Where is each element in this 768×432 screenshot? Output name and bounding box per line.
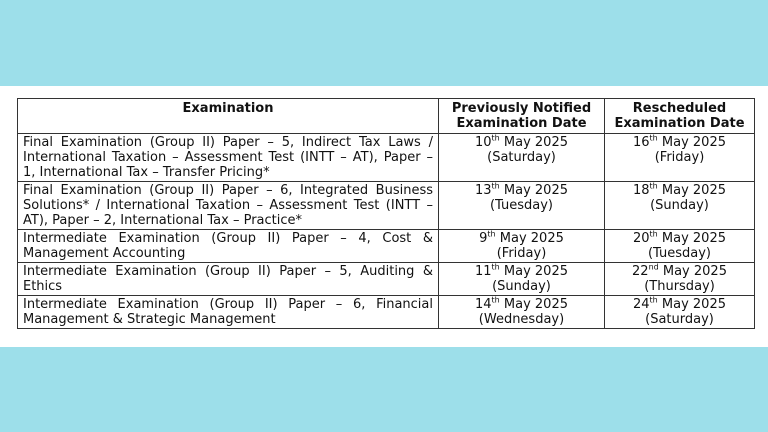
date-month-year: May 2025 xyxy=(499,231,564,246)
rescheduled-date-cell xyxy=(605,134,755,182)
date-weekday: (Saturday) xyxy=(487,150,556,165)
date-ordinal-suffix: th xyxy=(491,262,500,272)
date-ordinal-suffix: th xyxy=(491,181,500,191)
header-previously-notified: Previously Notified Examination Date xyxy=(439,99,605,134)
date-month-year: May 2025 xyxy=(503,297,568,312)
date-month-year: May 2025 xyxy=(661,297,726,312)
exam-name-cell: Intermediate Examination (Group II) Paper – 4, Cost & Management Accounting xyxy=(18,230,439,263)
exam-name-cell: Intermediate Examination (Group II) Paper – 5, Auditing & Ethics xyxy=(18,263,439,296)
header-rescheduled: Rescheduled Examination Date xyxy=(605,99,755,134)
exam-name-cell: Intermediate Examination (Group II) Paper – 6, Financial Management & Strategic Management xyxy=(18,296,439,329)
date-ordinal-suffix: th xyxy=(649,181,658,191)
exam-schedule-table xyxy=(17,98,755,329)
previous-date-cell xyxy=(439,182,605,230)
date-weekday: (Wednesday) xyxy=(478,312,565,327)
date-day: 10 xyxy=(475,135,492,150)
date-weekday: (Saturday) xyxy=(645,312,714,327)
table-header-row xyxy=(18,99,755,134)
date-ordinal-suffix: th xyxy=(649,133,658,143)
date-day: 13 xyxy=(475,183,492,198)
table-row xyxy=(18,182,755,230)
date-ordinal-suffix: th xyxy=(491,295,500,305)
date-day: 16 xyxy=(633,135,650,150)
date-ordinal-suffix: nd xyxy=(648,262,659,272)
date-day: 14 xyxy=(475,297,492,312)
date-weekday: (Friday) xyxy=(654,150,705,165)
previous-date-cell xyxy=(439,263,605,296)
exam-name-cell: Final Examination (Group II) Paper – 6, Integrated Business Solutions* / International Taxation – Assessment Test (INTT – AT), Paper – 2, International Tax – Practice* xyxy=(18,182,439,230)
date-day: 18 xyxy=(633,183,650,198)
date-month-year: May 2025 xyxy=(503,183,568,198)
date-day: 9 xyxy=(479,231,488,246)
date-ordinal-suffix: th xyxy=(487,229,496,239)
exam-name-cell: Final Examination (Group II) Paper – 5, Indirect Tax Laws / International Taxation – Assessment Test (INTT – AT), Paper – 1, International Tax – Transfer Pricing* xyxy=(18,134,439,182)
rescheduled-date-cell xyxy=(605,230,755,263)
date-month-year: May 2025 xyxy=(661,135,726,150)
date-weekday: (Sunday) xyxy=(492,279,551,294)
date-day: 11 xyxy=(475,264,492,279)
document-sheet xyxy=(0,86,768,347)
rescheduled-date-cell xyxy=(605,263,755,296)
date-day: 20 xyxy=(633,231,650,246)
date-weekday: (Thursday) xyxy=(644,279,715,294)
date-day: 24 xyxy=(633,297,650,312)
table-row xyxy=(18,230,755,263)
date-ordinal-suffix: th xyxy=(649,229,658,239)
rescheduled-date-cell xyxy=(605,296,755,329)
date-month-year: May 2025 xyxy=(661,183,726,198)
previous-date-cell xyxy=(439,296,605,329)
table-row xyxy=(18,296,755,329)
date-weekday: (Tuesday) xyxy=(489,198,554,213)
date-ordinal-suffix: th xyxy=(649,295,658,305)
table-row xyxy=(18,263,755,296)
date-weekday: (Friday) xyxy=(496,246,547,261)
date-weekday: (Tuesday) xyxy=(647,246,712,261)
rescheduled-date-cell xyxy=(605,182,755,230)
date-weekday: (Sunday) xyxy=(650,198,709,213)
date-month-year: May 2025 xyxy=(503,135,568,150)
date-day: 22 xyxy=(632,264,649,279)
previous-date-cell xyxy=(439,230,605,263)
date-month-year: May 2025 xyxy=(503,264,568,279)
previous-date-cell xyxy=(439,134,605,182)
date-ordinal-suffix: th xyxy=(491,133,500,143)
date-month-year: May 2025 xyxy=(662,264,727,279)
header-examination: Examination xyxy=(18,99,439,134)
table-row xyxy=(18,134,755,182)
date-month-year: May 2025 xyxy=(661,231,726,246)
